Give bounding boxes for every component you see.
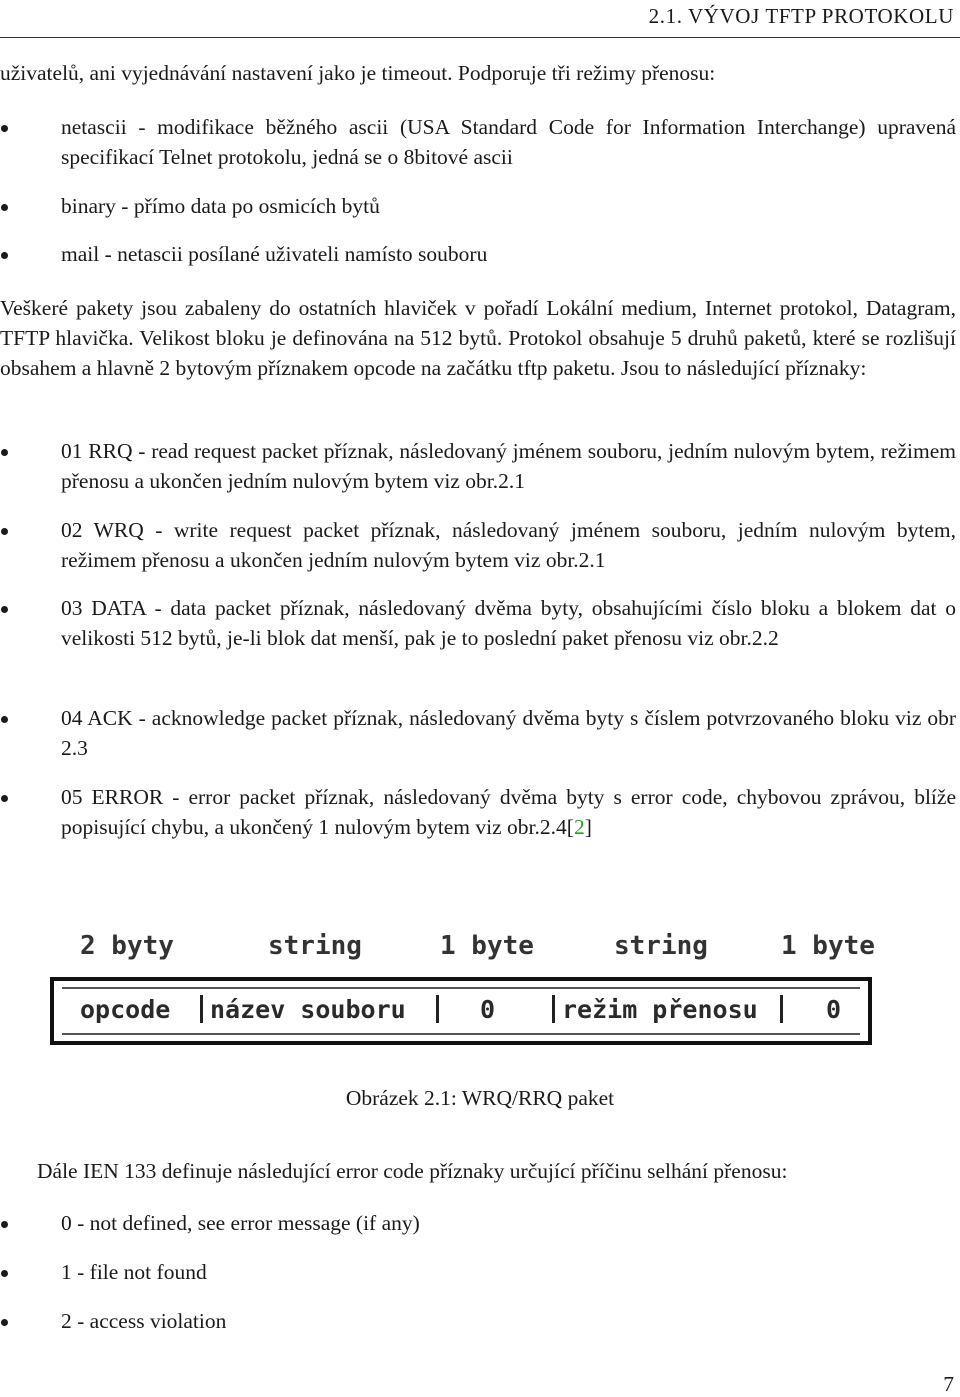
bullet-icon	[1, 449, 8, 456]
bullet-icon	[1, 528, 8, 535]
list-item-error-code	[0, 1306, 956, 1336]
list-item-text: binary - přímo data po osmicích bytů	[61, 194, 380, 218]
figure-size-labels	[50, 925, 880, 965]
bullet-icon	[1, 252, 8, 259]
error-codes-intro: Dále IEN 133 definuje následující error code příznaky určující příčinu selhání přenosu:	[37, 1159, 788, 1183]
list-item-text: 04 ACK - acknowledge packet příznak, následovaný dvěma byty s číslem potvrzovaného bloku viz obr 2.3	[61, 706, 956, 760]
list-item-packet-wrq	[0, 515, 956, 575]
bullet-icon	[1, 1221, 8, 1228]
bullet-icon	[1, 606, 8, 613]
size-label: 1 byte	[781, 931, 875, 961]
field-separator	[552, 995, 555, 1023]
list-item-text: 1 - file not found	[61, 1260, 207, 1284]
bullet-icon	[1, 125, 8, 132]
field-mode: režim přenosu	[562, 995, 758, 1024]
list-item-error-code	[0, 1208, 956, 1238]
list-item-error-code	[0, 1257, 956, 1287]
bullet-icon	[1, 795, 8, 802]
running-header: 2.1. VÝVOJ TFTP PROTOKOLU	[648, 4, 954, 28]
size-label: string	[614, 931, 708, 961]
field-zero: 0	[826, 995, 842, 1024]
field-filename: název souboru	[210, 995, 406, 1024]
size-label: string	[268, 931, 362, 961]
packets-paragraph: Veškeré pakety jsou zabaleny do ostatních hlaviček v pořadí Lokální medium, Internet protokol, Datagram, TFTP hlavička. Velikost bloku je definována na 512 bytů. Protokol obsahuje 5 druhů paketů, které se rozlišují obsahem a hlavně 2 bytovým příznakem opcode na začátku tftp paketu. Jsou to následující příznaky:	[0, 296, 956, 380]
packet-box	[50, 977, 872, 1045]
field-separator	[436, 995, 439, 1023]
size-label: 1 byte	[440, 931, 534, 961]
error-packet-text: 05 ERROR - error packet příznak, následovaný dvěma byty s error code, chybovou zprávou, blíže popisující chybu, a ukončený 1 nulovým bytem viz obr.2.4[	[61, 785, 956, 839]
field-separator	[780, 995, 783, 1023]
header-rule	[0, 37, 960, 38]
figure-caption: Obrázek 2.1: WRQ/RRQ paket	[345, 1086, 615, 1110]
bullet-icon	[1, 1319, 8, 1326]
field-zero: 0	[480, 995, 496, 1024]
citation-link[interactable]: 2	[573, 815, 585, 839]
packet-figure	[50, 925, 880, 1045]
intro-text: uživatelů, ani vyjednávání nastavení jako je timeout. Podporuje tři režimy přenosu:	[0, 61, 716, 85]
list-item-mode-mail	[0, 239, 956, 269]
list-item-packet-ack	[0, 703, 956, 763]
field-separator	[200, 995, 203, 1023]
field-opcode: opcode	[80, 995, 171, 1024]
list-item-packet-data	[0, 593, 956, 653]
list-item-mode-netascii	[0, 112, 956, 172]
bullet-icon	[1, 716, 8, 723]
page-number: 7	[943, 1372, 954, 1396]
list-item-text: 02 WRQ - write request packet příznak, následovaný jménem souboru, jedním nulovým bytem, režimem přenosu a ukončen jedním nulovým bytem viz obr.2.1	[61, 518, 956, 572]
list-item-text: 2 - access violation	[61, 1309, 227, 1333]
list-item-text: 01 RRQ - read request packet příznak, následovaný jménem souboru, jedním nulovým bytem, režimem přenosu a ukončen jedním nulovým bytem viz obr.2.1	[61, 439, 956, 493]
citation-close: ]	[584, 815, 592, 839]
list-item-text	[61, 782, 956, 842]
size-label: 2 byty	[80, 931, 174, 961]
bullet-icon	[1, 204, 8, 211]
list-item-text: 0 - not defined, see error message (if any)	[61, 1211, 420, 1235]
list-item-text: netascii - modifikace běžného ascii (USA Standard Code for Information Interchange) upravená specifikací Telnet protokolu, jedná se o 8bitové ascii	[61, 115, 956, 169]
list-item-text: 03 DATA - data packet příznak, následovaný dvěma byty, obsahujícími číslo bloku a blokem dat o velikosti 512 bytů, je-li blok dat menší, pak je to poslední paket přenosu viz obr.2.2	[61, 596, 956, 650]
list-item-packet-rrq	[0, 436, 956, 496]
list-item-packet-error	[0, 782, 956, 842]
list-item-text: mail - netascii posílané uživateli namísto souboru	[61, 242, 488, 266]
list-item-mode-binary	[0, 191, 956, 221]
bullet-icon	[1, 1270, 8, 1277]
